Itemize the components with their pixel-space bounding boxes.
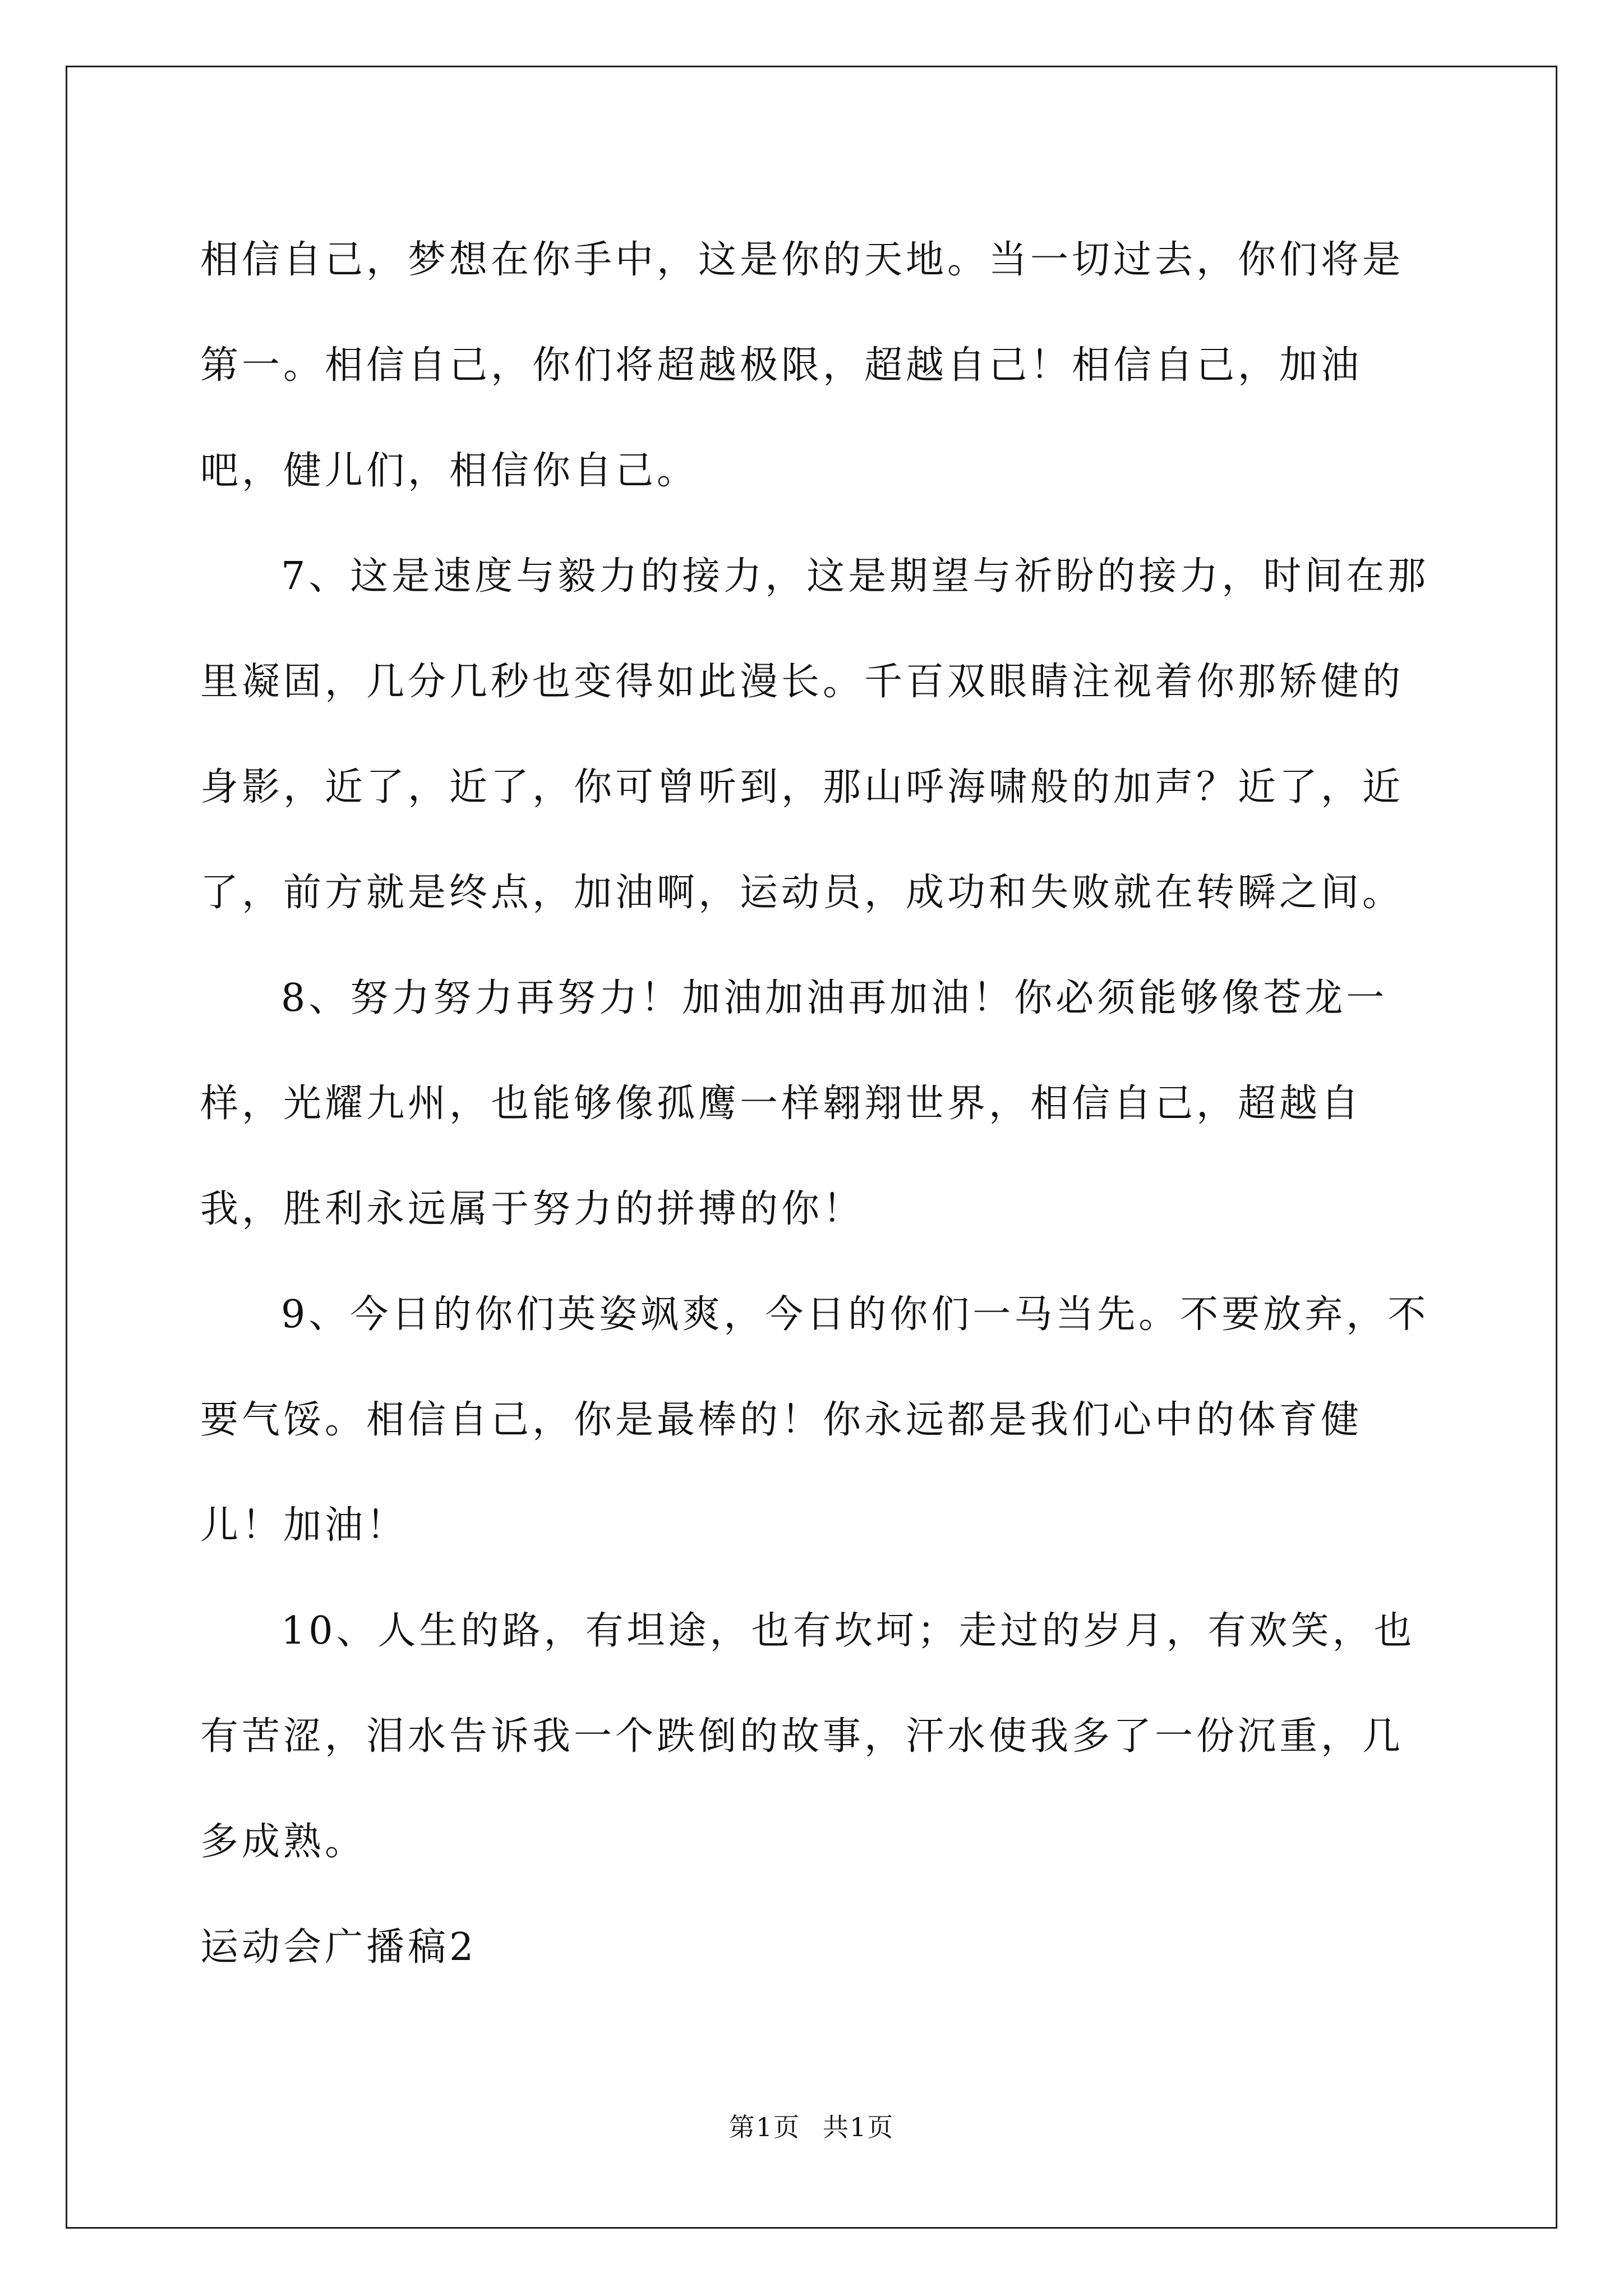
page-total: 共1页	[823, 2112, 895, 2142]
paragraph-item-8: 8、努力努力再努力！加油加油再加油！你必须能够像苍龙一样，光耀九州，也能够像孤鹰一样翱翔世界，相信自己，超越自我，胜利永远属于努力的拼搏的你！	[200, 976, 1388, 1231]
page-number: 第1页	[728, 2112, 800, 2142]
paragraph-continuation: 相信自己，梦想在你手中，这是你的天地。当一切过去，你们将是第一。相信自己，你们将超越极限，超越自己！相信自己，加油吧，健儿们，相信你自己。	[200, 238, 1404, 493]
paragraph-item-7: 7、这是速度与毅力的接力，这是期望与祈盼的接力，时间在那里凝固，几分几秒也变得如此漫长。千百双眼睛注视着你那矫健的身影，近了，近了，你可曾听到，那山呼海啸般的加声？近了，近了，前方就是终点，加油啊，运动员，成功和失败就在转瞬之间。	[200, 554, 1430, 915]
paragraph-item-10: 10、人生的路，有坦途，也有坎坷；走过的岁月，有欢笑，也有苦涩，泪水告诉我一个跌倒的故事，汗水使我多了一份沉重，几多成熟。	[200, 1609, 1415, 1864]
paragraph-item-9: 9、今日的你们英姿飒爽，今日的你们一马当先。不要放弃，不要气馁。相信自己，你是最棒的！你永远都是我们心中的体育健儿！加油！	[200, 1292, 1430, 1548]
document-body	[200, 208, 1434, 2000]
page-footer	[0, 2110, 1623, 2144]
section-heading: 运动会广播稿2	[200, 1925, 477, 1970]
